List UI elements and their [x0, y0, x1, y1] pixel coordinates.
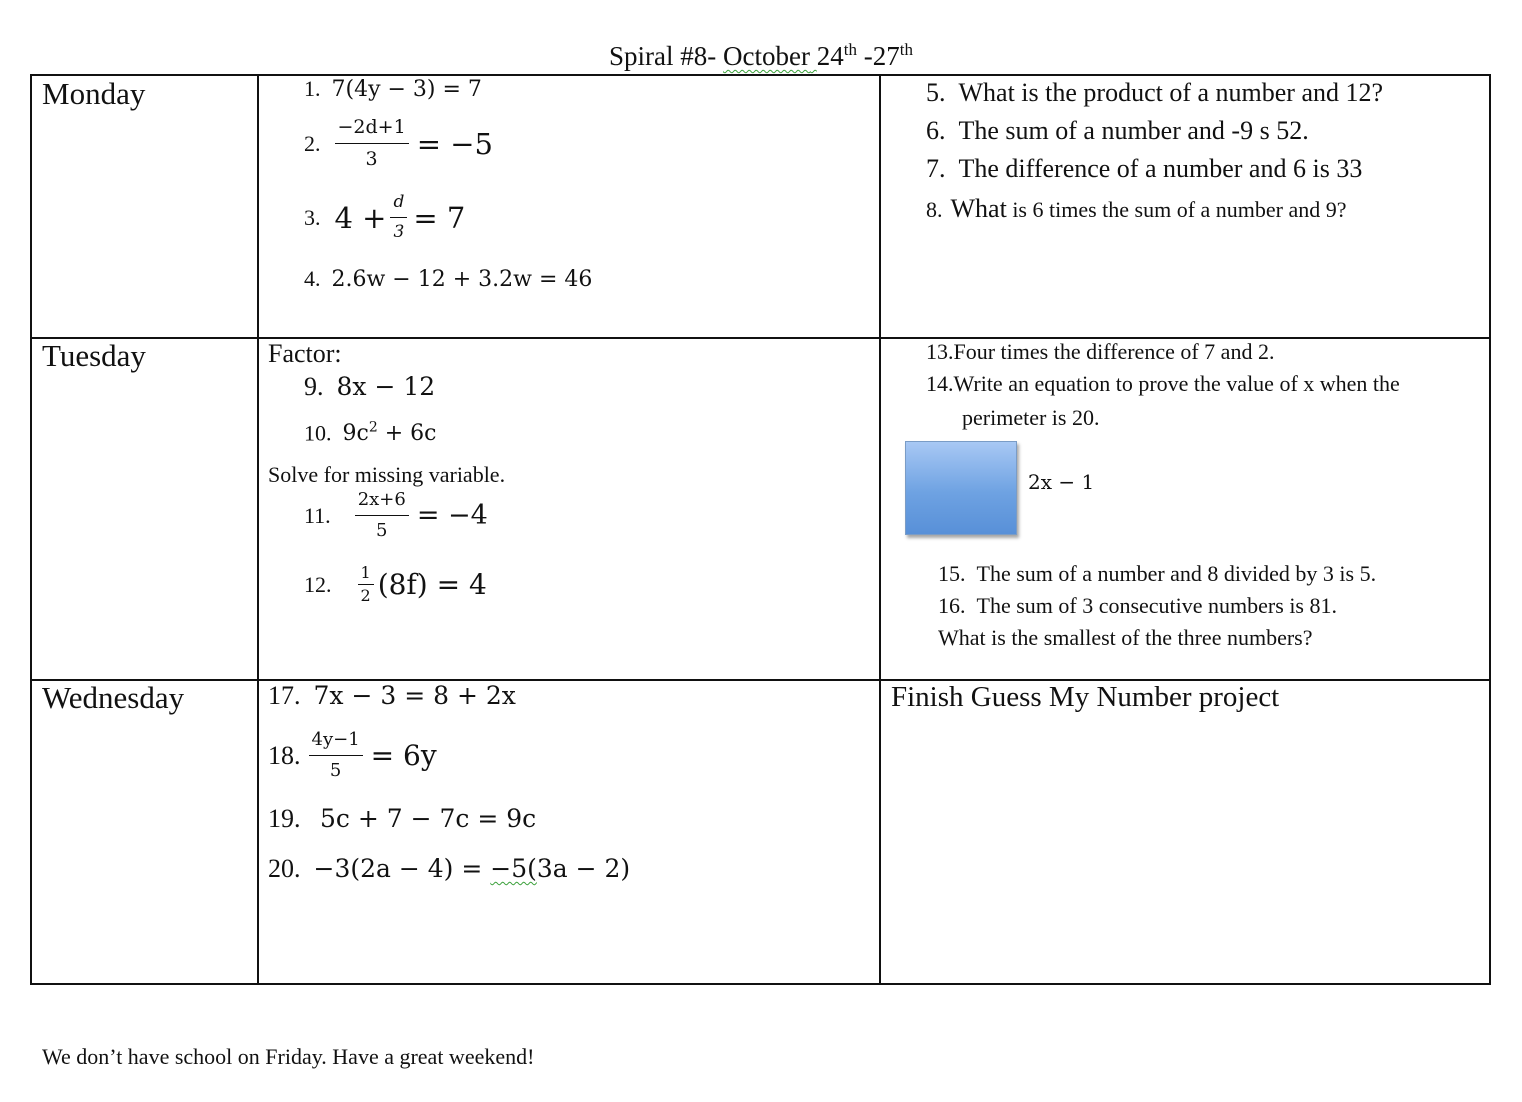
- problem-12: 12. $\frac{1}{2}$ (8f) = 4: [304, 563, 487, 605]
- problem-number: 11.: [304, 502, 331, 528]
- shape-side-label: 2x − 1: [1028, 470, 1095, 494]
- problem-number: 1.: [304, 76, 321, 101]
- fraction: $\frac{1}{2}$: [358, 565, 374, 604]
- problem-14-line2: perimeter is 20.: [962, 405, 1100, 430]
- problem-5: 5. What is the product of a number and 12?: [926, 78, 1384, 107]
- problem-15: 15. The sum of a number and 8 divided by 3 is 5.: [938, 561, 1377, 586]
- fraction: $\frac{2x+6}{5}$: [355, 491, 409, 540]
- column-divider: [879, 76, 881, 983]
- problem-number: 12.: [304, 571, 332, 597]
- day-label-wednesday: Wednesday: [42, 680, 185, 715]
- square-shape: [905, 441, 1017, 535]
- problem-7: 7. The difference of a number and 6 is 33: [926, 154, 1363, 183]
- title-date-word: October: [723, 41, 810, 71]
- problem-16: 16. The sum of 3 consecutive numbers is 81.: [938, 593, 1337, 618]
- problem-number: 2.: [304, 130, 321, 156]
- day-label-tuesday: Tuesday: [42, 338, 146, 373]
- problem-number: 3.: [304, 204, 321, 230]
- problem-14: 14.Write an equation to prove the value of x when the: [926, 371, 1400, 396]
- problem-10: 10. $9c^2 + 6c$: [304, 420, 437, 447]
- problem-4: [304, 266, 592, 292]
- problem-16-line2: What is the smallest of the three numbers?: [938, 625, 1313, 650]
- factor-heading: Factor:: [268, 339, 342, 368]
- equation: 7(4y − 3) = 7: [331, 77, 482, 102]
- fraction: $\frac{4y-1}{5}$: [309, 731, 363, 780]
- problem-8: 8. What is 6 times the sum of a number and 9?: [926, 194, 1347, 223]
- problem-13: 13.Four times the difference of 7 and 2.: [926, 339, 1275, 364]
- problem-2: [304, 118, 493, 169]
- problem-number: 18.: [268, 740, 301, 770]
- problem-18: 18. $\frac{4y-1}{5}$ = 6y: [268, 729, 437, 781]
- fraction: $\frac{d}{3}$: [390, 194, 407, 241]
- problem-9: 9. 8x − 12: [304, 372, 436, 401]
- problem-6: 6. The sum of a number and -9 s 52.: [926, 116, 1309, 145]
- page-title: Spiral #8- October 24th -27th: [609, 40, 913, 71]
- problem-19: 19. 5c + 7 − 7c = 9c: [268, 804, 537, 833]
- problem-17: 17. 7x − 3 = 8 + 2x: [268, 681, 516, 710]
- project-note: Finish Guess My Number project: [891, 681, 1280, 713]
- solve-heading: Solve for missing variable.: [268, 462, 506, 487]
- problem-20: 20. −3(2a − 4) = −5(3a − 2): [268, 854, 631, 883]
- problem-11: 11. $\frac{2x+6}{5}$ = −4: [304, 489, 488, 541]
- footer-note: We don’t have school on Friday. Have a great weekend!: [42, 1044, 535, 1069]
- problem-1: [304, 76, 482, 102]
- fraction: $\frac{-2d+1}{3}$: [335, 118, 409, 169]
- column-divider: [257, 76, 259, 983]
- problem-number: 4.: [304, 266, 321, 291]
- equation: 2.6w − 12 + 3.2w = 46: [331, 267, 593, 292]
- equation-rhs: = −5: [416, 126, 493, 161]
- problem-3: 3. 4 + $\frac{d}{3}$ = 7: [304, 192, 466, 242]
- day-label-monday: Monday: [42, 76, 146, 111]
